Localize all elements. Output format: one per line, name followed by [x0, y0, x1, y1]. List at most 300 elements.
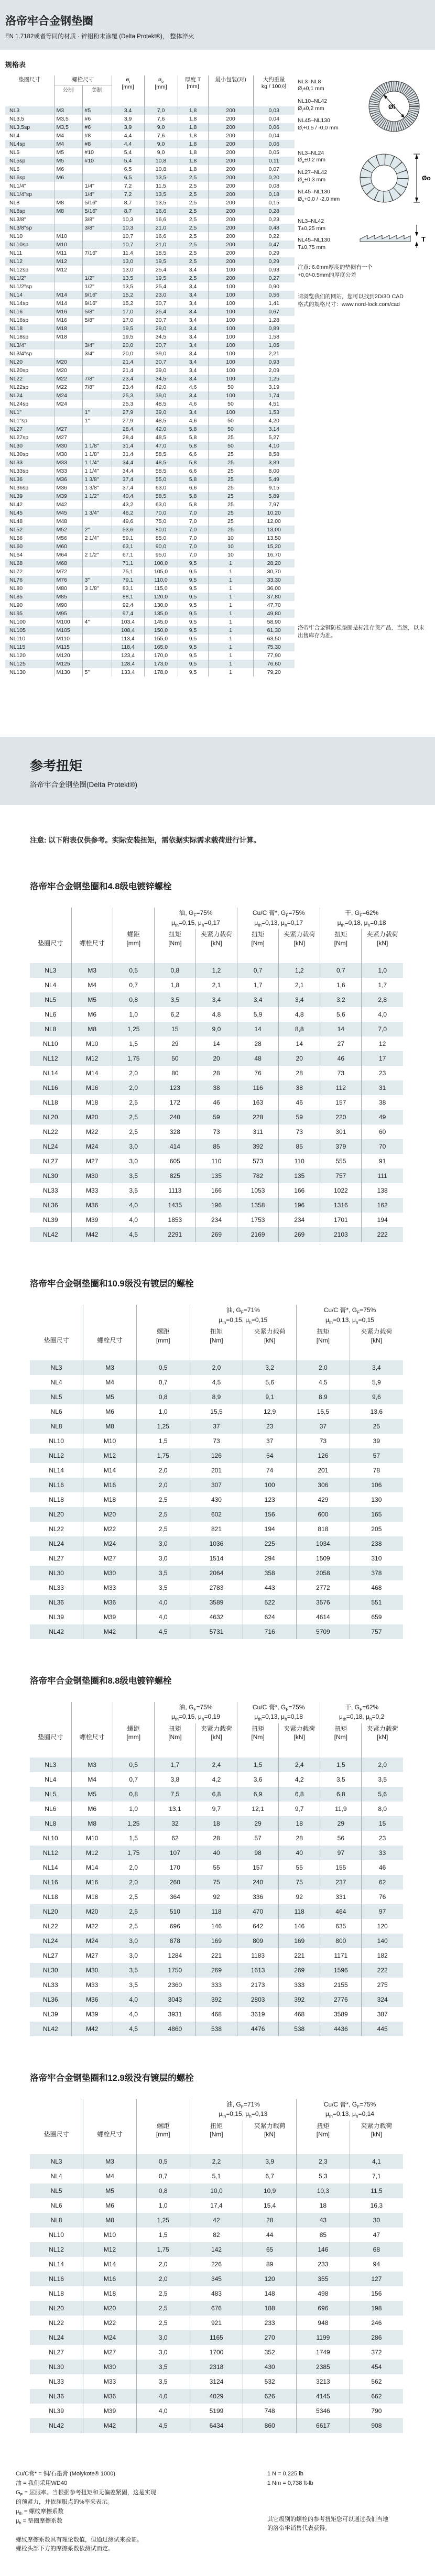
table-row: [30, 1536, 403, 1551]
table-cell: NL20: [9, 359, 23, 366]
table-cell: 696: [297, 2301, 350, 2316]
table-row: [30, 1758, 403, 1772]
table-cell: 59,1: [112, 534, 144, 542]
table-cell: 123: [243, 1492, 297, 1507]
table-cell: NL12: [49, 1451, 64, 1459]
table-cell: 107: [154, 1846, 195, 1860]
table-cell: [82, 257, 112, 266]
table-cell: NL24: [42, 1937, 58, 1945]
table-cell: 50: [154, 1051, 195, 1066]
table-cell: 3,4: [178, 408, 208, 417]
table-cell: NL4: [50, 1378, 62, 1386]
table-cell: NL36sp: [9, 485, 29, 492]
table-cell: 9,5: [178, 643, 208, 651]
table-cell: 3,19: [253, 383, 295, 391]
table-cell: M20: [54, 358, 82, 366]
col-header: 夹紧力载荷 [kN]: [243, 1326, 297, 1360]
table-cell: 19,5: [144, 257, 178, 266]
table-cell: 1358: [237, 1198, 279, 1213]
table-row: [30, 1860, 403, 1875]
table-row: [30, 1610, 403, 1624]
table-cell: [82, 542, 112, 551]
table-cell: 1: [208, 584, 253, 593]
other-grades-note: 其它级别的螺栓的参考扭矩您可以通过我们当地 的洛帝牢销售代表获得。: [267, 2516, 388, 2532]
table-cell: NL20: [42, 1113, 58, 1121]
table-row: [5, 551, 295, 559]
table-cell: 0,67: [253, 308, 295, 316]
table-cell: 1 1/4": [82, 459, 112, 467]
table-cell: 1,05: [253, 341, 295, 350]
table-cell: [82, 559, 112, 567]
table-cell: [82, 635, 112, 643]
table-cell: 13,5: [144, 190, 178, 199]
table-cell: 2,5: [178, 207, 208, 215]
table-cell: 156: [243, 1507, 297, 1522]
table-cell: 378: [350, 1566, 403, 1580]
thickness-label: T: [421, 235, 426, 243]
table-cell: 4": [82, 618, 112, 626]
table-cell: #10: [82, 148, 112, 157]
table-cell: [82, 651, 112, 660]
table-cell: 821: [190, 1522, 243, 1536]
table-row: [30, 1831, 403, 1846]
torque-table-header: [30, 908, 403, 963]
table-cell: 47: [350, 2228, 403, 2242]
table-cell: 0,5: [136, 2154, 190, 2169]
table-cell: 2,5: [178, 182, 208, 190]
table-row: [30, 1507, 403, 1522]
table-cell: 25,4: [144, 282, 178, 291]
table-row: [30, 1036, 403, 1051]
washer-top-view-cam-diagram: [354, 147, 434, 211]
table-cell: 782: [237, 1169, 279, 1183]
table-cell: 1,75: [136, 1448, 190, 1463]
table-row: [30, 2169, 403, 2184]
table-cell: 13,50: [253, 534, 295, 542]
table-cell: 6,8: [320, 1787, 362, 1802]
table-cell: [82, 173, 112, 182]
table-cell: M27: [71, 1154, 113, 1169]
torque-table-grade-4-8: [30, 908, 403, 1242]
table-cell: 3589: [320, 2007, 362, 2022]
stock-availability-note: 洛帝牢合金钢防松垫圈是标准存货产品，当然，以未出售库存为准。: [298, 624, 425, 639]
table-cell: M3,5: [54, 115, 82, 123]
table-cell: 307: [190, 1478, 243, 1492]
table-cell: 269: [279, 1227, 320, 1242]
table-cell: 43,2: [112, 500, 144, 509]
condition-group-header: Cu/C 膏*, $G_F=75\%$ $\mu_{th}=0,13$, $\mu_h=0,18$: [237, 1702, 320, 1723]
table-cell: 0,90: [253, 282, 295, 291]
outer-diameter-tolerance-block: [298, 147, 434, 211]
table-cell: 92,4: [112, 601, 144, 609]
table-cell: 28,4: [112, 433, 144, 442]
table-cell: 9,0: [144, 123, 178, 132]
table-cell: 2,5: [136, 2301, 190, 2316]
table-cell: 29,0: [144, 324, 178, 333]
table-cell: NL5: [50, 1393, 62, 1401]
table-cell: 454: [350, 2360, 403, 2374]
table-row: [30, 2228, 403, 2242]
table-cell: 200: [208, 106, 253, 115]
table-cell: 4,0: [136, 1595, 190, 1610]
table-cell: 3,14: [253, 425, 295, 433]
table-cell: 7/16": [82, 249, 112, 257]
table-cell: 10,7: [112, 232, 144, 241]
table-row: [5, 282, 295, 291]
table-cell: NL24: [49, 1540, 64, 1547]
table-cell: 103,4: [112, 618, 144, 626]
table-cell: 0,8: [113, 992, 154, 1007]
spec-table: [5, 75, 295, 676]
table-cell: M90: [54, 601, 82, 609]
table-cell: 5,8: [178, 433, 208, 442]
table-cell: 3,4: [195, 992, 237, 1007]
col-header: 螺栓尺寸: [83, 1305, 137, 1360]
table-cell: 76: [237, 1066, 279, 1080]
table-cell: 200: [208, 148, 253, 157]
table-cell: 1,28: [253, 316, 295, 324]
table-cell: 50: [208, 425, 253, 433]
table-cell: 1 1/8": [82, 442, 112, 450]
table-cell: NL80: [9, 585, 23, 592]
table-row: [30, 1478, 403, 1492]
table-row: [5, 358, 295, 366]
table-cell: 15,20: [253, 542, 295, 551]
table-cell: 328: [154, 1125, 195, 1139]
table-cell: 73: [190, 1434, 243, 1448]
table-cell: 115,0: [144, 584, 178, 593]
table-cell: NL52: [9, 527, 23, 533]
table-cell: [82, 165, 112, 173]
table-cell: NL110: [9, 636, 26, 642]
table-cell: 2,0: [136, 2257, 190, 2272]
table-cell: 10,7: [112, 241, 144, 249]
table-row: [5, 140, 295, 148]
table-row: [30, 1154, 403, 1169]
table-cell: M4: [71, 978, 113, 992]
table-cell: 3,4: [178, 366, 208, 375]
table-row: [30, 1772, 403, 1787]
table-cell: 0,22: [253, 232, 295, 241]
table-cell: M24: [83, 2330, 137, 2345]
table-cell: 221: [195, 1948, 237, 1963]
table-cell: 0,47: [253, 241, 295, 249]
table-cell: 100: [208, 266, 253, 274]
table-cell: 7,0: [178, 542, 208, 551]
table-cell: NL3,5: [9, 116, 25, 123]
table-cell: [82, 626, 112, 635]
table-row: [5, 593, 295, 601]
table-cell: 156: [350, 2286, 403, 2301]
table-cell: 1,8: [178, 140, 208, 148]
table-cell: 331: [320, 1890, 362, 1904]
table-cell: 9,6: [350, 1390, 403, 1404]
table-cell: 13,6: [350, 1404, 403, 1419]
table-cell: 2,3: [297, 2154, 350, 2169]
table-row: [5, 400, 295, 408]
torque-section-grade-4-8: [30, 879, 435, 1242]
table-cell: M10: [71, 1036, 113, 1051]
table-cell: 1 3/8": [82, 484, 112, 492]
table-cell: 40: [195, 1846, 237, 1860]
col-header: 螺距 [mm]: [136, 2099, 190, 2155]
table-cell: 1,8: [178, 157, 208, 165]
table-cell: 85: [195, 1139, 237, 1154]
table-cell: NL105: [9, 627, 26, 634]
table-cell: 25: [208, 509, 253, 517]
table-cell: 49,80: [253, 609, 295, 618]
table-cell: 25: [208, 450, 253, 459]
table-cell: M39: [83, 1610, 137, 1624]
table-cell: 128,4: [112, 660, 144, 668]
table-row: [5, 517, 295, 526]
table-cell: [82, 500, 112, 509]
table-cell: M6: [83, 2198, 137, 2213]
table-cell: M12: [54, 257, 82, 266]
table-cell: 445: [362, 2022, 403, 2036]
table-cell: M6: [71, 1007, 113, 1022]
table-cell: M10: [83, 1434, 137, 1448]
table-cell: 126: [297, 1448, 350, 1463]
table-cell: [82, 266, 112, 274]
table-cell: 145,0: [144, 618, 178, 626]
table-cell: 3,0: [113, 1154, 154, 1169]
table-row: [30, 1816, 403, 1831]
table-cell: 275: [362, 1978, 403, 1992]
table-row: [5, 467, 295, 475]
table-cell: 28: [279, 1831, 320, 1846]
table-cell: 37,4: [112, 484, 144, 492]
table-cell: 10,3: [112, 215, 144, 224]
table-cell: M4: [54, 132, 82, 140]
table-cell: #6: [82, 115, 112, 123]
table-cell: 200: [208, 190, 253, 199]
table-cell: 201: [297, 1463, 350, 1478]
table-row: [5, 383, 295, 391]
table-cell: 3,4: [178, 282, 208, 291]
table-cell: M3: [71, 963, 113, 978]
table-cell: [54, 417, 82, 425]
table-cell: 4145: [297, 2389, 350, 2404]
table-cell: NL24sp: [9, 401, 29, 408]
table-cell: 379: [320, 1139, 362, 1154]
table-cell: 0,04: [253, 132, 295, 140]
table-cell: 108,4: [112, 626, 144, 635]
table-cell: M4: [83, 2169, 137, 2184]
inner-diameter-tolerances: [298, 79, 354, 137]
table-cell: 34,5: [144, 375, 178, 383]
table-row: [5, 559, 295, 567]
table-cell: 1,8: [178, 106, 208, 115]
table-cell: 68: [350, 2242, 403, 2257]
table-cell: NL12: [42, 1849, 58, 1857]
table-cell: NL115: [9, 644, 26, 651]
table-cell: 5/16": [82, 199, 112, 207]
table-cell: 54: [243, 1448, 297, 1463]
table-cell: M20: [83, 1507, 137, 1522]
table-cell: NL27: [42, 1951, 58, 1959]
table-row: [5, 651, 295, 660]
table-cell: 173,0: [144, 660, 178, 668]
table-cell: 166: [279, 1183, 320, 1198]
table-cell: M10: [54, 241, 82, 249]
legend-mu-thread: $\mu_{th}$ = 螺纹摩擦系数: [16, 2508, 64, 2516]
table-row: [30, 2345, 403, 2360]
table-cell: 75: [279, 1875, 320, 1890]
table-cell: 37: [190, 1419, 243, 1434]
table-cell: 16,70: [253, 551, 295, 559]
table-cell: 0,8: [154, 963, 195, 978]
table-cell: M30: [71, 1169, 113, 1183]
table-row: [5, 123, 295, 132]
table-cell: NL30: [42, 1172, 58, 1180]
table-cell: 200: [208, 173, 253, 182]
table-cell: 355: [297, 2272, 350, 2286]
table-row: [30, 1390, 403, 1404]
table-cell: 1,75: [136, 2242, 190, 2257]
table-cell: 3,5: [113, 1963, 154, 1978]
table-cell: M5: [83, 1390, 137, 1404]
table-cell: 1,75: [113, 1051, 154, 1066]
torque-table-title: 洛帝牢合金钢垫圈和12.9级没有镀层的螺栓: [30, 2073, 194, 2083]
table-cell: 142: [190, 2242, 243, 2257]
table-cell: 2,5: [178, 249, 208, 257]
table-cell: 5/8": [82, 316, 112, 324]
table-cell: 0,08: [253, 182, 295, 190]
table-cell: 30,7: [144, 316, 178, 324]
table-cell: 200: [208, 249, 253, 257]
table-cell: 468: [195, 2007, 237, 2022]
table-cell: 532: [243, 2374, 297, 2389]
col-header: 扭矩 [Nm]: [237, 1723, 279, 1757]
table-cell: #10: [82, 157, 112, 165]
table-cell: 194: [243, 1522, 297, 1536]
table-cell: M6: [54, 165, 82, 173]
table-cell: M5: [83, 2184, 137, 2198]
table-cell: 269: [279, 1963, 320, 1978]
table-cell: NL33: [9, 460, 23, 466]
table-cell: M27: [71, 1948, 113, 1963]
table-cell: 1,25: [136, 2213, 190, 2228]
table-cell: [54, 190, 82, 199]
tolerance-item: NL45–NL130 $Ø_i+0,5 / -0,0$ mm: [298, 117, 339, 132]
table-row: [5, 257, 295, 266]
table-cell: NL56: [9, 535, 23, 542]
table-cell: 178,0: [144, 668, 178, 676]
table-row: [5, 232, 295, 241]
legend-oil: 油 = 我们采用WD40: [16, 2480, 68, 2486]
table-row: [5, 215, 295, 224]
table-cell: 1,25: [113, 1816, 154, 1831]
table-cell: M22: [83, 2316, 137, 2330]
table-cell: 333: [195, 1978, 237, 1992]
table-row: [5, 576, 295, 584]
table-cell: 1596: [320, 1963, 362, 1978]
table-cell: 1284: [154, 1948, 195, 1963]
table-cell: 5,9: [237, 1007, 279, 1022]
table-cell: 0,05: [253, 148, 295, 157]
table-cell: 3,4: [178, 358, 208, 366]
table-row: [5, 450, 295, 459]
table-cell: 0,56: [253, 291, 295, 299]
table-cell: M115: [54, 643, 82, 651]
table-cell: 8,9: [190, 1390, 243, 1404]
torque-table-body: [30, 2154, 403, 2433]
table-cell: 57: [350, 1448, 403, 1463]
table-cell: 7,0: [178, 534, 208, 542]
torque-table-header: [30, 1702, 403, 1758]
table-cell: 38: [195, 1080, 237, 1095]
table-cell: NL1"sp: [9, 418, 28, 424]
table-cell: M24: [83, 1536, 137, 1551]
col-header: 垫圈尺寸: [44, 1336, 69, 1344]
table-cell: M42: [71, 2022, 113, 2036]
table-cell: 1,2: [195, 963, 237, 978]
table-cell: 15,5: [190, 1404, 243, 1419]
table-cell: 6434: [190, 2418, 243, 2433]
table-cell: 172: [154, 1095, 195, 1110]
table-cell: 16,6: [144, 215, 178, 224]
table-cell: 73: [320, 1066, 362, 1080]
table-cell: 4,4: [112, 132, 144, 140]
table-cell: 429: [297, 1492, 350, 1507]
table-cell: 130: [350, 1492, 403, 1507]
table-row: [30, 963, 403, 978]
table-cell: M33: [71, 1978, 113, 1992]
table-row: [5, 308, 295, 316]
table-cell: NL42: [42, 2025, 58, 2033]
table-cell: 120: [362, 1919, 403, 1934]
table-row: [30, 1080, 403, 1095]
table-row: [5, 324, 295, 333]
table-row: [30, 2316, 403, 2330]
table-cell: M30: [83, 2360, 137, 2374]
table-cell: NL20: [42, 1907, 58, 1915]
table-cell: 23: [362, 1831, 403, 1846]
table-cell: 75,30: [253, 643, 295, 651]
table-cell: 39,0: [144, 350, 178, 358]
table-row: [5, 291, 295, 299]
table-cell: 36,00: [253, 584, 295, 593]
table-cell: 55: [195, 1860, 237, 1875]
table-cell: 3/4": [82, 350, 112, 358]
table-cell: M10: [71, 1831, 113, 1846]
table-cell: 25: [208, 475, 253, 484]
table-cell: 301: [320, 1125, 362, 1139]
spec-table-body: [5, 106, 295, 676]
table-row: [30, 1213, 403, 1227]
table-row: [30, 1404, 403, 1419]
table-cell: 25,4: [144, 308, 178, 316]
table-cell: 233: [243, 2316, 297, 2330]
table-cell: NL6sp: [9, 174, 26, 181]
table-cell: 1/2": [82, 274, 112, 282]
table-cell: NL30: [49, 2363, 64, 2371]
table-cell: 25,3: [112, 391, 144, 400]
table-cell: 1113: [154, 1183, 195, 1198]
table-cell: 63,0: [144, 484, 178, 492]
table-cell: NL30sp: [9, 451, 29, 458]
table-cell: 0,07: [253, 165, 295, 173]
table-cell: [82, 358, 112, 366]
table-cell: 157: [237, 1860, 279, 1875]
table-cell: 2 1/4": [82, 534, 112, 542]
table-cell: 200: [208, 274, 253, 282]
table-cell: 16,6: [144, 232, 178, 241]
table-cell: 4,5: [136, 1624, 190, 1639]
table-cell: 748: [243, 2404, 297, 2418]
table-cell: 6,9: [237, 1787, 279, 1802]
